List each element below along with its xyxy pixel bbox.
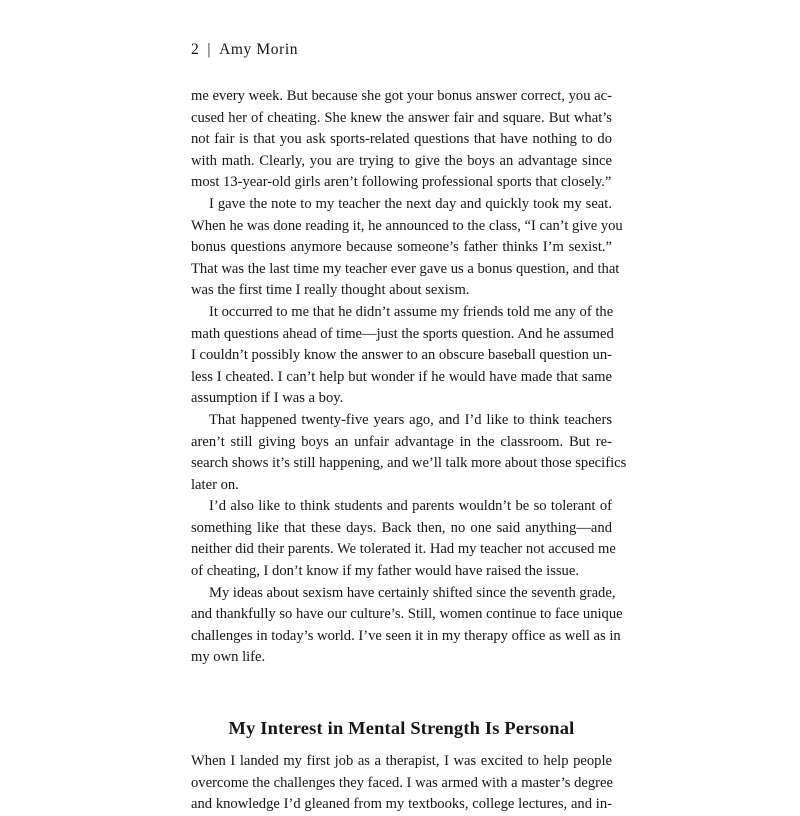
text-line: When he was done reading it, he announced to the class, “I can’t give you: [191, 217, 623, 234]
paragraph: [191, 496, 616, 582]
header-separator: |: [207, 41, 212, 58]
section-spacer: [191, 743, 612, 751]
author-name: Amy Morin: [219, 41, 299, 58]
text-line: overcome the challenges they faced. I was armed with a master’s degree: [191, 774, 613, 791]
page-number: 2: [191, 41, 200, 58]
text-line: My ideas about sexism have certainly shifted since the seventh grade,: [209, 584, 616, 601]
text-line: aren’t still giving boys an unfair advantage in the classroom. But re-: [191, 433, 612, 450]
text-line: later on.: [191, 476, 239, 493]
section-spacer: [191, 669, 612, 713]
text-line: I’d also like to think students and parents wouldn’t be so tolerant of: [209, 498, 612, 515]
text-line: challenges in today’s world. I’ve seen it in my therapy office as well as in: [191, 627, 621, 644]
paragraph: [191, 302, 612, 410]
text-line: my own life.: [191, 649, 266, 666]
paragraph: [191, 583, 623, 669]
text-line: something like that these days. Back then, no one said anything—and: [191, 519, 612, 536]
text-line: less I cheated. I can’t help but wonder if he would have made that same: [191, 368, 612, 385]
paragraph: [191, 194, 623, 302]
text-line: most 13-year-old girls aren’t following professional sports that closely.”: [191, 174, 612, 191]
text-line: assumption if I was a boy.: [191, 390, 344, 407]
text-line: math questions ahead of time—just the sports question. And he assumed: [191, 325, 614, 342]
text-line: bonus questions anymore because someone’s father thinks I’m sexist.”: [191, 239, 612, 256]
paragraph: [191, 86, 612, 194]
text-line: search shows it’s still happening, and we’ll talk more about those specifics: [191, 455, 627, 472]
text-line: neither did their parents. We tolerated it. Had my teacher not accused me: [191, 541, 616, 558]
text-line: and knowledge I’d gleaned from my textbooks, college lectures, and in-: [191, 796, 612, 813]
text-line: It occurred to me that he didn’t assume my friends told me any of the: [209, 303, 614, 320]
text-line: with math. Clearly, you are trying to give the boys an advantage since: [191, 152, 612, 169]
text-line: not fair is that you ask sports-related questions that have nothing to do: [191, 131, 612, 148]
text-line: and thankfully so have our culture’s. Still, women continue to face unique: [191, 606, 623, 623]
text-line: That happened twenty-five years ago, and I’d like to think teachers: [209, 411, 612, 428]
text-line: I gave the note to my teacher the next day and quickly took my seat.: [209, 195, 612, 212]
text-line: cused her of cheating. She knew the answer fair and square. But what’s: [191, 109, 612, 126]
body-text: [191, 86, 627, 816]
text-line: That was the last time my teacher ever gave us a bonus question, and that: [191, 260, 620, 277]
text-line: of cheating, I don’t know if my father would have raised the issue.: [191, 563, 579, 580]
paragraph: [191, 751, 612, 816]
text-line: me every week. But because she got your bonus answer correct, you ac-: [191, 88, 612, 104]
paragraph: [191, 410, 627, 496]
text-line: I couldn’t possibly know the answer to an obscure baseball question un-: [191, 347, 612, 364]
running-head: [191, 41, 298, 59]
text-line: was the first time I really thought about sexism.: [191, 282, 470, 299]
section-heading: My Interest in Mental Strength Is Personal: [228, 718, 575, 739]
text-line: When I landed my first job as a therapist, I was excited to help people: [191, 753, 612, 770]
